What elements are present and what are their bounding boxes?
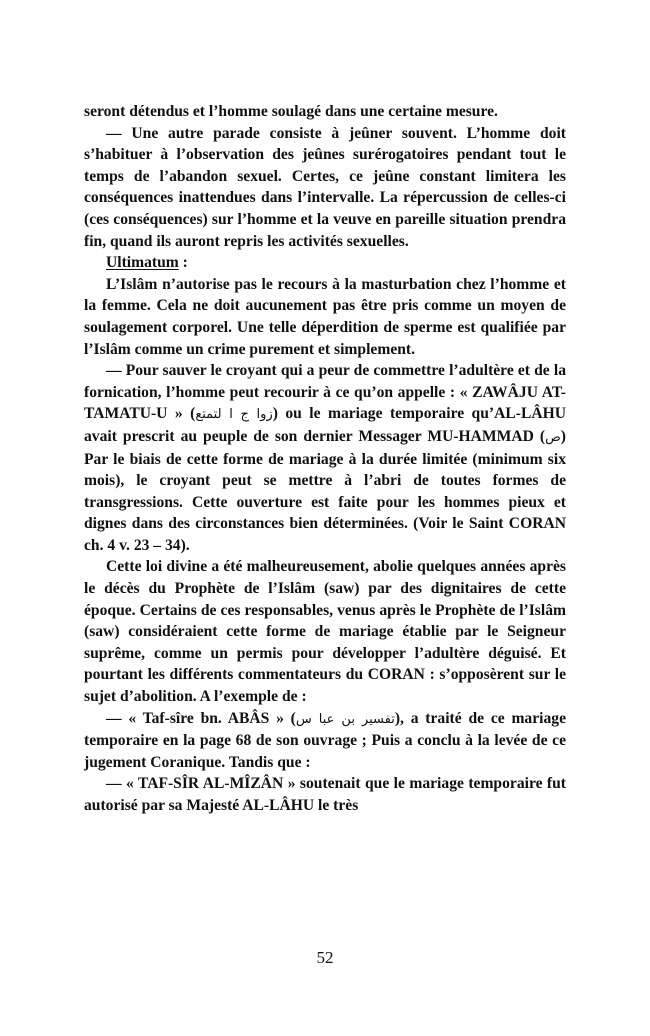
paragraph-temporary-marriage [84,360,566,556]
text-part: ) Par le biais de cette forme de mariage à la durée limitée (minimum six mois), le croyant peut se mettre à l’abri de toutes formes de transgressions. Cette ouverture est faite pour les hommes pieux et dignes dans des circonstances bien déterminées. (Voir le Saint CORAN ch. 4 v. 23 – 34). [84,427,566,554]
arabic-term-saw: ص [545,429,561,445]
heading-ultimatum: Ultimatum [106,254,179,272]
text-part: — « Taf-sîre bn. ABÂS » ( [106,709,296,727]
text-part: ) ou le mariage temporaire qu’AL-LÂHU avait prescrit au peuple de son dernier Messager MU-HAMMAD ( [84,405,567,445]
paragraph-continuation: seront détendus et l’homme soulagé dans une certaine mesure. [84,103,498,120]
paragraph-masturbation: L’Islâm n’autorise pas le recours à la masturbation chez l’homme et la femme. Cela ne doit aucunement pas être pris comme un moyen de soulagement corporel. Une telle déperdition de sperme est qualifiée par l’Islâm comme un crime purement et simplement. [84,275,566,358]
text-part: ), a traité de ce mariage temporaire en la page 68 de son ouvrage ; Puis a conclu à la levée de ce jugement Coranique. Tandis que : [84,709,567,771]
paragraph-abolition: Cette loi divine a été malheureusement, abolie quelques années après le décès du Prophète de l’Islâm (saw) par des dignitaires de cette époque. Certains de ces responsables, venus après le Prophète de l’Islâm (saw) considéraient cette forme de mariage établie par le Seigneur suprême, comme un permis pour développer l’adultère déguisé. Et pourtant les différents commentateurs du CORAN : s’opposèrent sur le sujet d’abolition. A l’exemple de : [84,558,566,706]
page-number: 52 [316,948,334,967]
text-part: — Pour sauver le croyant qui a peur de commettre l’adultère et de la fornication, l’homme peut recourir à ce qu’on appelle : « ZAWÂJU AT-TAMATU-U » ( [84,362,566,423]
paragraph-tafsir-mizan: — « TAF-SÎR AL-MÎZÂN » soutenait que le mariage temporaire fut autorisé par sa Majesté AL-LÂHU le très [84,775,566,814]
section-heading [84,252,566,274]
arabic-term-zawaj: زوا ج ا لتمتع [195,407,273,423]
heading-colon: : [178,254,188,272]
page-body [84,101,566,817]
paragraph-tafsir-abbas [84,708,566,774]
arabic-term-tafsir: تفسير بن عبا س [295,711,395,727]
paragraph-fasting: — Une autre parade consiste à jeûner souvent. L’homme doit s’habituer à l’observation des jeûnes surérogatoires pendant tout le temps de l’abandon sexuel. Certes, ce jeûne constant limitera les conséquences inattendues dans l’intervalle. La répercussion de celles-ci (ces conséquences) sur l’homme et la veuve en pareille situation prendra fin, quand ils auront repris les activités sexuelles. [84,124,566,250]
